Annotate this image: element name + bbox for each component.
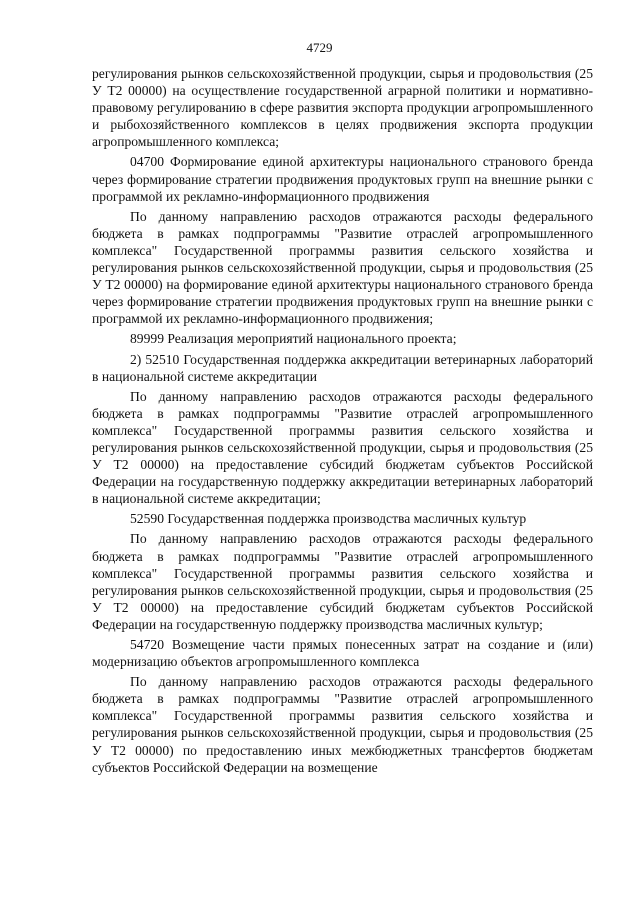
paragraph: По данному направлению расходов отражаются расходы федерального бюджета в рамках подпрограммы "Развитие отраслей агропромышленного комплекса" Государственной программы развития сельского хозяйства и регулирования рынков сельскохозяйственной продукции, сырья и продовольствия (25 У Т2 00000) на предоставление субсидий бюджетам субъектов Российской Федерации на государственную поддержку производства масличных культур;: [92, 531, 593, 632]
paragraph: 04700 Формирование единой архитектуры национального странового бренда через формирование стратегии продвижения продуктовых групп на внешние рынки с программой их рекламно-информационного продвижения: [92, 154, 593, 204]
paragraph: 54720 Возмещение части прямых понесенных затрат на создание и (или) модернизацию объектов агропромышленного комплекса: [92, 637, 593, 670]
paragraph: 2) 52510 Государственная поддержка аккредитации ветеринарных лабораторий в национальной системе аккредитации: [92, 351, 593, 384]
paragraph: По данному направлению расходов отражаются расходы федерального бюджета в рамках подпрограммы "Развитие отраслей агропромышленного комплекса" Государственной программы развития сельского хозяйства и регулирования рынков сельскохозяйственной продукции, сырья и продовольствия (25 У Т2 00000) на формирование единой архитектуры национального странового бренда через формирование стратегии продвижения продуктовых групп на внешние рынки с программой их рекламно-информационного продвижения;: [92, 208, 593, 327]
paragraph: регулирования рынков сельскохозяйственной продукции, сырья и продовольствия (25 У Т2 00000) на осуществление государственной аграрной политики и нормативно-правовому регулированию в сфере развития экспорта продукции агропромышленного и рыбохозяйственного комплексов в целях продвижения экспорта продукции агропромышленного комплекса;: [92, 66, 593, 150]
paragraph: По данному направлению расходов отражаются расходы федерального бюджета в рамках подпрограммы "Развитие отраслей агропромышленного комплекса" Государственной программы развития сельского хозяйства и регулирования рынков сельскохозяйственной продукции, сырья и продовольствия (25 У Т2 00000) по предоставлению иных межбюджетных трансфертов бюджетам субъектов Российской Федерации на возмещение: [92, 674, 593, 775]
document-body: [92, 65, 593, 779]
paragraph: По данному направлению расходов отражаются расходы федерального бюджета в рамках подпрограммы "Развитие отраслей агропромышленного комплекса" Государственной программы развития сельского хозяйства и регулирования рынков сельскохозяйственной продукции, сырья и продовольствия (25 У Т2 00000) на предоставление субсидий бюджетам субъектов Российской Федерации на государственную поддержку аккредитации ветеринарных лабораторий в национальной системе аккредитации;: [92, 388, 593, 507]
page-number: 4729: [306, 40, 333, 55]
paragraph: 52590 Государственная поддержка производства масличных культур: [130, 511, 527, 527]
paragraph: 89999 Реализация мероприятий национального проекта;: [130, 331, 457, 347]
